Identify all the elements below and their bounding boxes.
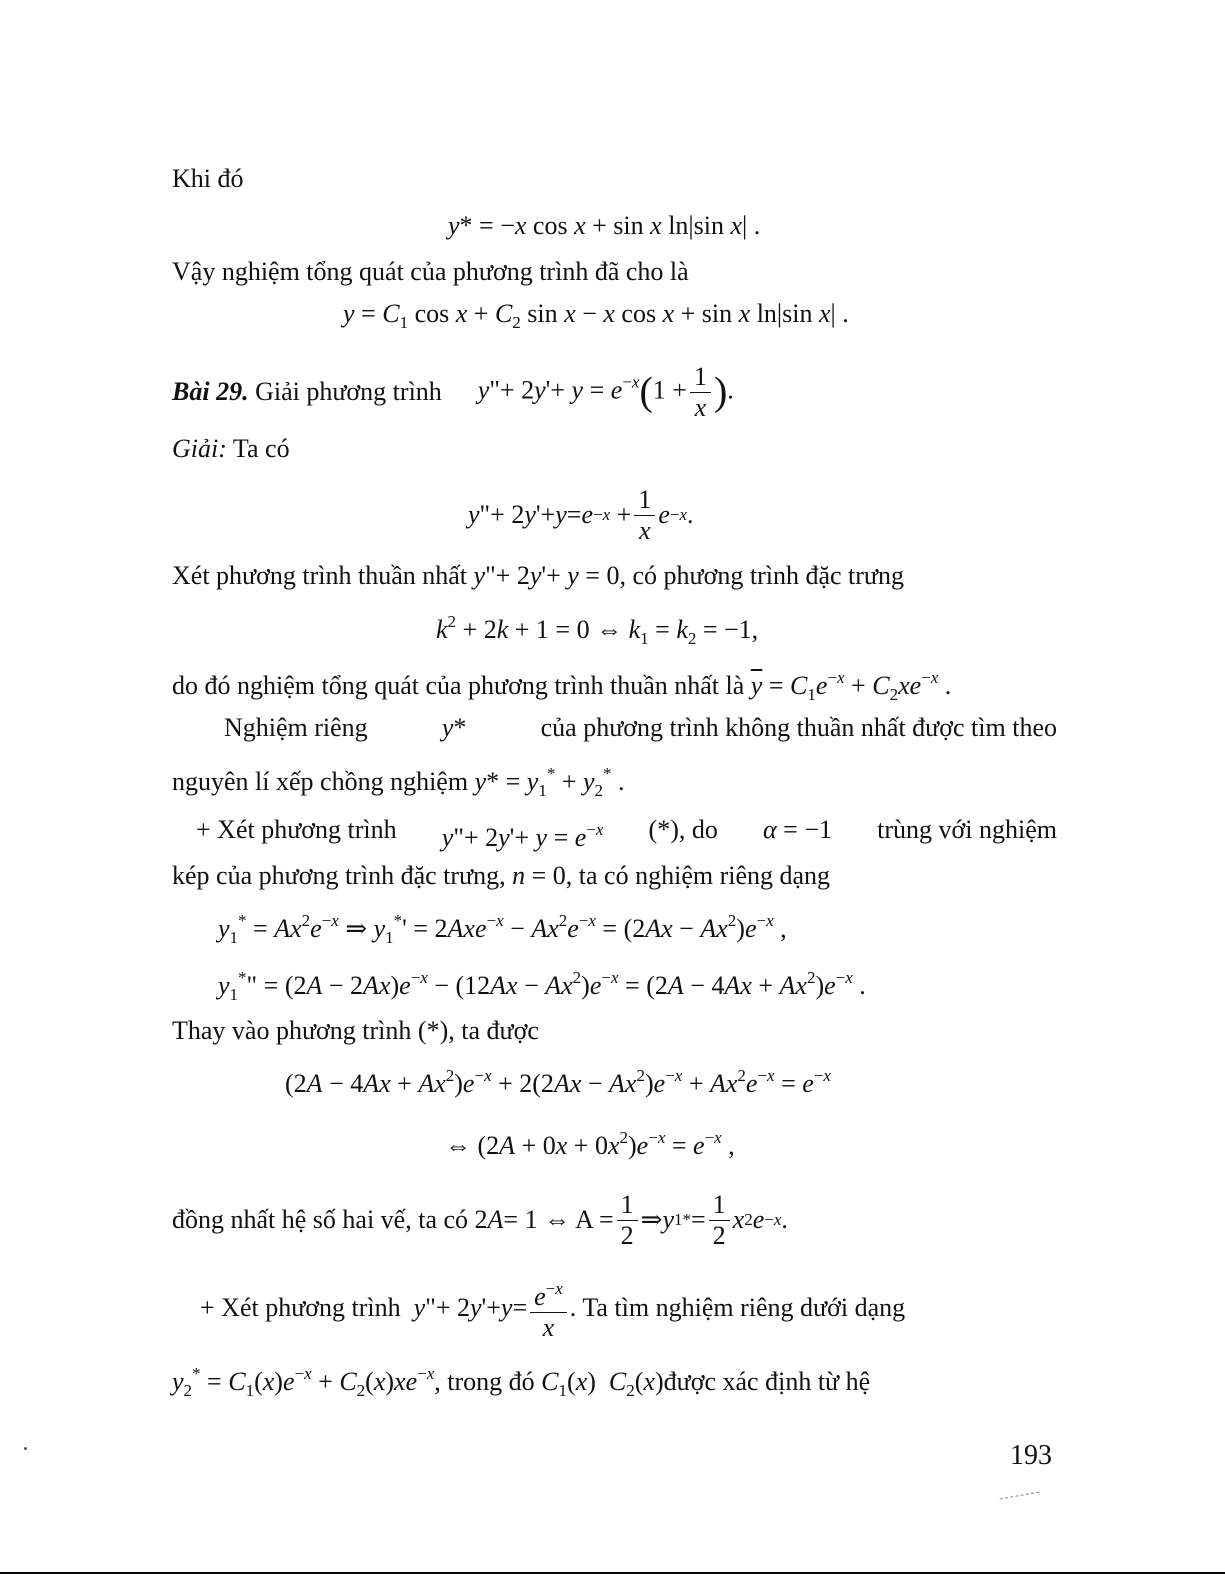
exercise-text: Giải phương trình [255,377,442,406]
equation-simplified: ⇔ $(2A + 0x + 0x^2)e^{-x} = e^{-x}$ , [445,1128,735,1160]
case-1-alpha: (*), do [648,815,718,844]
exercise-label: Bài 29. [172,377,249,406]
case-2-tail: . Ta tìm nghiệm riêng dưới dạng [569,1293,906,1322]
equation-rewritten: y "+ 2 y '+ y = e −x + $\frac{1}{x}$ e −x . [468,484,694,545]
case-2-line: + Xét phương trình y "+ 2 y '+ y = $\frac{e^{-x}}{x}$ . Ta tìm nghiệm riêng dưới dạng [200,1273,905,1343]
equation-general-solution: $y = C_1$ $\cos x + C_2$ sin x − x cos x + sin x ln|sin x| . [343,299,849,332]
equation-substituted: $(2A - 4Ax + Ax^2)e^{-x} + 2(2Ax - Ax^2)e^{-x} + Ax^2e^{-x} = e^{-x}$ [285,1066,831,1098]
case-1-trung: trùng với nghiệm [877,815,1057,844]
superposition-text: nguyên lí xếp chồng nghiệm [172,767,469,796]
solution-intro [172,433,290,465]
coefficient-line: đồng nhất hệ số hai vế, ta có 2 A = 1 ⇔ A = $\frac{1}{2}$ ⇒ y 1 * = $\frac{1}{2}$ x 2 e −x . [172,1189,788,1250]
case-2-intro: + Xét phương trình [200,1293,401,1322]
equation-y1-derivative: $y_1^* = Ax^2e^{-x}$ ⇒ $y_1^*' = 2Axe^{-x} - Ax^2e^{-x} = (2Ax - Ax^2)e^{-x}$ , [218,911,787,947]
solution-label: Giải: [172,434,227,463]
substitute-text: Thay vào phương trình (*), ta được [172,1016,539,1045]
particular-text-2: của phương trình không thuần nhất được tìm theo [540,713,1057,742]
equation-y1-second-derivative: $y_1^*$" = $(2A - 2Ax)e^{-x} - (12Ax - Ax^2)e^{-x} = (2A - 4Ax + Ax^2)e^{-x}$ . [218,968,866,1004]
case-2-xac-dinh: được xác định từ hệ [663,1367,871,1396]
page-number: 193 [1010,1440,1052,1471]
homogeneous-intro: Xét phương trình thuần nhất [172,561,468,590]
case-1-intro: + Xét phương trình [196,815,397,844]
case-1-continue: kép của phương trình đặc trưng, n = 0, ta có nghiệm riêng dạng [172,861,831,890]
exercise-29-statement: Bài 29. Giải phương trình y"+ $2y'+ y = e^{-x}(1$ + $\frac{1}{x}$ ). [172,361,734,422]
case-1-line: + Xét phương trình y"+ $2y'+ y = e^{-x}$ (*), do α = −1 trùng với nghiệm [196,815,1057,852]
scan-speck [24,1447,27,1450]
particular-solution-line: Nghiệm riêng y* của phương trình không thuần nhất được tìm theo [224,713,1057,742]
equation-characteristic: $k^2 + 2k + 1 = 0$ ⇔ $k_1 = k_2 = -1$, [436,612,759,648]
case-1-kep: kép của phương trình đặc trưng, [172,861,506,890]
case-2-trong-do: , trong đó [434,1367,535,1396]
case-2-form: $y_2^* = C_1(x)e^{-x} + C_2(x)xe^{-x}$, trong đó $C_1(x)$ $C_2(x)được$ xác định từ hệ [172,1364,871,1400]
coefficient-text: đồng nhất hệ số hai vế, ta có [172,1205,469,1234]
solution-ta-co: Ta có [232,434,290,463]
homogeneous-statement: Xét phương trình thuần nhất y"+ 2y'+ y = 0, có phương trình đặc trưng [172,561,905,590]
homogeneous-tail: , có phương trình đặc trưng [619,561,905,590]
equation-y-star: y* = −x cos x + sin x ln|sin x| . [448,211,761,240]
text-khi-do: Khi đó [172,164,244,193]
particular-text-1: Nghiệm riêng [224,713,368,742]
superposition-line: nguyên lí xếp chồng nghiệm $y* = y_1^* + y_2^*$ . [172,764,625,800]
homogeneous-solution-text: do đó nghiệm tổng quát của phương trình thuần nhất là [172,671,745,700]
text-general-solution-intro: Vậy nghiệm tổng quát của phương trình đã cho là [172,257,689,286]
page-bottom-border [0,1572,1225,1574]
case-1-dang: , ta có nghiệm riêng dạng [565,861,831,890]
scan-mark [1000,1492,1041,1506]
homogeneous-solution: do đó nghiệm tổng quát của phương trình thuần nhất là $\overline{y} = C_1e^{-x} + C_2xe^{-x}$ . [172,668,952,704]
